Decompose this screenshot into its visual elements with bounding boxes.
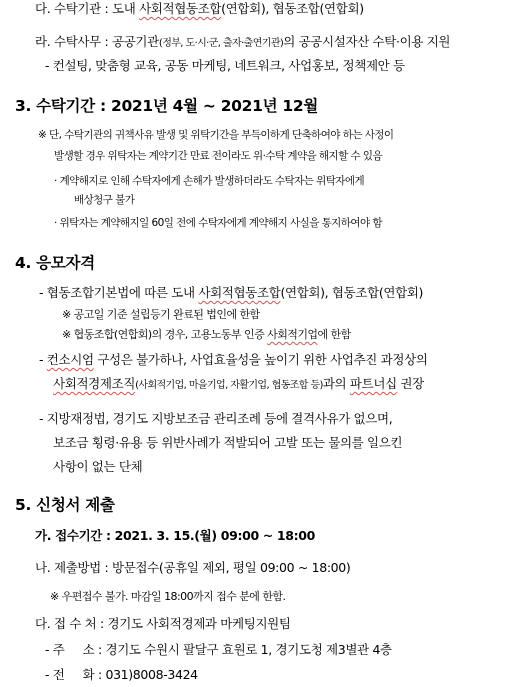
suktak-affairs-label: 라. 수탁사무 : 공공기관: [35, 34, 159, 49]
submission-method: 나. 제출방법 : 방문접수(공휴일 제외, 평일 09:00 ~ 18:00): [35, 560, 351, 575]
suktak-affairs-line: [35, 34, 450, 52]
suktak-affairs-rest: 의 공공시설자산 수탁·이용 지원: [283, 34, 451, 49]
eligibility-note-2: [62, 327, 351, 343]
section-3-heading: 3. 수탁기간 : 2021년 4월 ~ 2021년 12월: [15, 97, 319, 115]
office-address-value: 경기도 수원시 팔달구 효원로 1, 경기도청 제3별관 4층: [105, 642, 392, 657]
office-phone-label: - 전 화 :: [45, 667, 106, 682]
suktak-affairs-sub: - 컨설팅, 맞춤형 교육, 공동 마케팅, 네트워크, 사업홍보, 정책제안 등: [45, 58, 405, 73]
eligibility-item-3-line3: 사항이 없는 단체: [53, 459, 143, 474]
eligibility-item-2-line1: [39, 352, 428, 368]
office-address-line: [45, 642, 392, 658]
office-address-label: - 주 소 :: [45, 642, 106, 657]
eligibility-item-1-pre: - 협동조합기본법에 따른 도내: [39, 285, 199, 300]
eligibility-item-3-line2: 보조금 횡령·유용 등 위반사례가 적발되어 고발 또는 물의를 일으킨: [53, 435, 403, 450]
submission-method-note: ※ 우편접수 불가. 마감일 18:00까지 접수 분에 한함.: [50, 590, 286, 603]
section-3-bullet1-line1: · 계약해지로 인해 수탁자에게 손해가 발생하더라도 수탁자는 위탁자에게: [54, 175, 365, 187]
eligibility-item-1-post: (연합회), 협동조합(연합회): [280, 285, 424, 300]
submission-period: 가. 접수기간 : 2021. 3. 15.(월) 09:00 ~ 18:00: [35, 528, 315, 543]
office-phone-line: [45, 667, 198, 683]
eligibility-item-2-line2: [53, 376, 424, 394]
eligibility-item-2-end: 권장: [396, 376, 424, 391]
partnership-term: 파트너십: [349, 376, 397, 391]
social-economy-org-examples: (사회적기업, 마을기업, 자활기업, 협동조합 등): [135, 380, 323, 391]
eligibility-item-2-mid: 과의: [322, 376, 350, 391]
social-coop-term: 사회적협동조합: [198, 285, 281, 300]
eligibility-item-2-text: 구성은 불가하나, 사업효율성을 높이기 위한 사업추진 과정상의: [93, 352, 428, 367]
consortium-term: 컨소시엄: [46, 352, 94, 367]
office-phone-value: 031)8008-3424: [105, 667, 198, 682]
suktak-institution-label: 다. 수탁기관 : 도내: [35, 1, 140, 16]
social-economy-org-term: 사회적경제조직: [53, 376, 136, 391]
eligibility-item-1: [39, 285, 423, 301]
social-coop-term: 사회적협동조합: [139, 1, 222, 16]
section-3-note-line1: ※ 단, 수탁기관의 귀책사유 발생 및 위탁기간을 부득이하게 단축하여야 하는 사정이: [38, 129, 394, 141]
eligibility-note-1: ※ 공고일 기준 설립등기 완료된 법인에 한함: [62, 308, 260, 321]
eligibility-note-2-pre: ※ 협동조합(연합회)의 경우, 고용노동부 인증: [62, 328, 268, 341]
suktak-affairs-detail: (정부, 도·시·군, 출자·출연기관): [158, 38, 284, 49]
section-3-bullet2: · 위탁자는 계약해지일 60일 전에 수탁자에게 계약해지 사실을 통지하여야 함: [54, 217, 382, 229]
dash: -: [39, 352, 47, 367]
section-3-bullet1-line2: 배상청구 불가: [74, 194, 135, 206]
section-4-heading: 4. 응모자격: [15, 254, 95, 272]
social-enterprise-term: 사회적기업: [267, 328, 318, 341]
suktak-institution-rest: (연합회), 협동조합(연합회): [221, 1, 364, 16]
section-3-note-line2: 발생할 경우 위탁자는 계약기간 만료 전이라도 위·수탁 계약을 해지할 수 있음: [54, 150, 383, 162]
eligibility-item-3-line1: - 지방재정법, 경기도 지방보조금 관리조례 등에 결격사유가 없으며,: [39, 411, 393, 426]
eligibility-note-2-post: 에 한함: [317, 328, 351, 341]
section-5-heading: 5. 신청서 제출: [15, 496, 115, 514]
suktak-institution-line: [35, 1, 364, 17]
submission-office: 다. 접 수 처 : 경기도 사회적경제과 마케팅지원팀: [35, 616, 291, 631]
